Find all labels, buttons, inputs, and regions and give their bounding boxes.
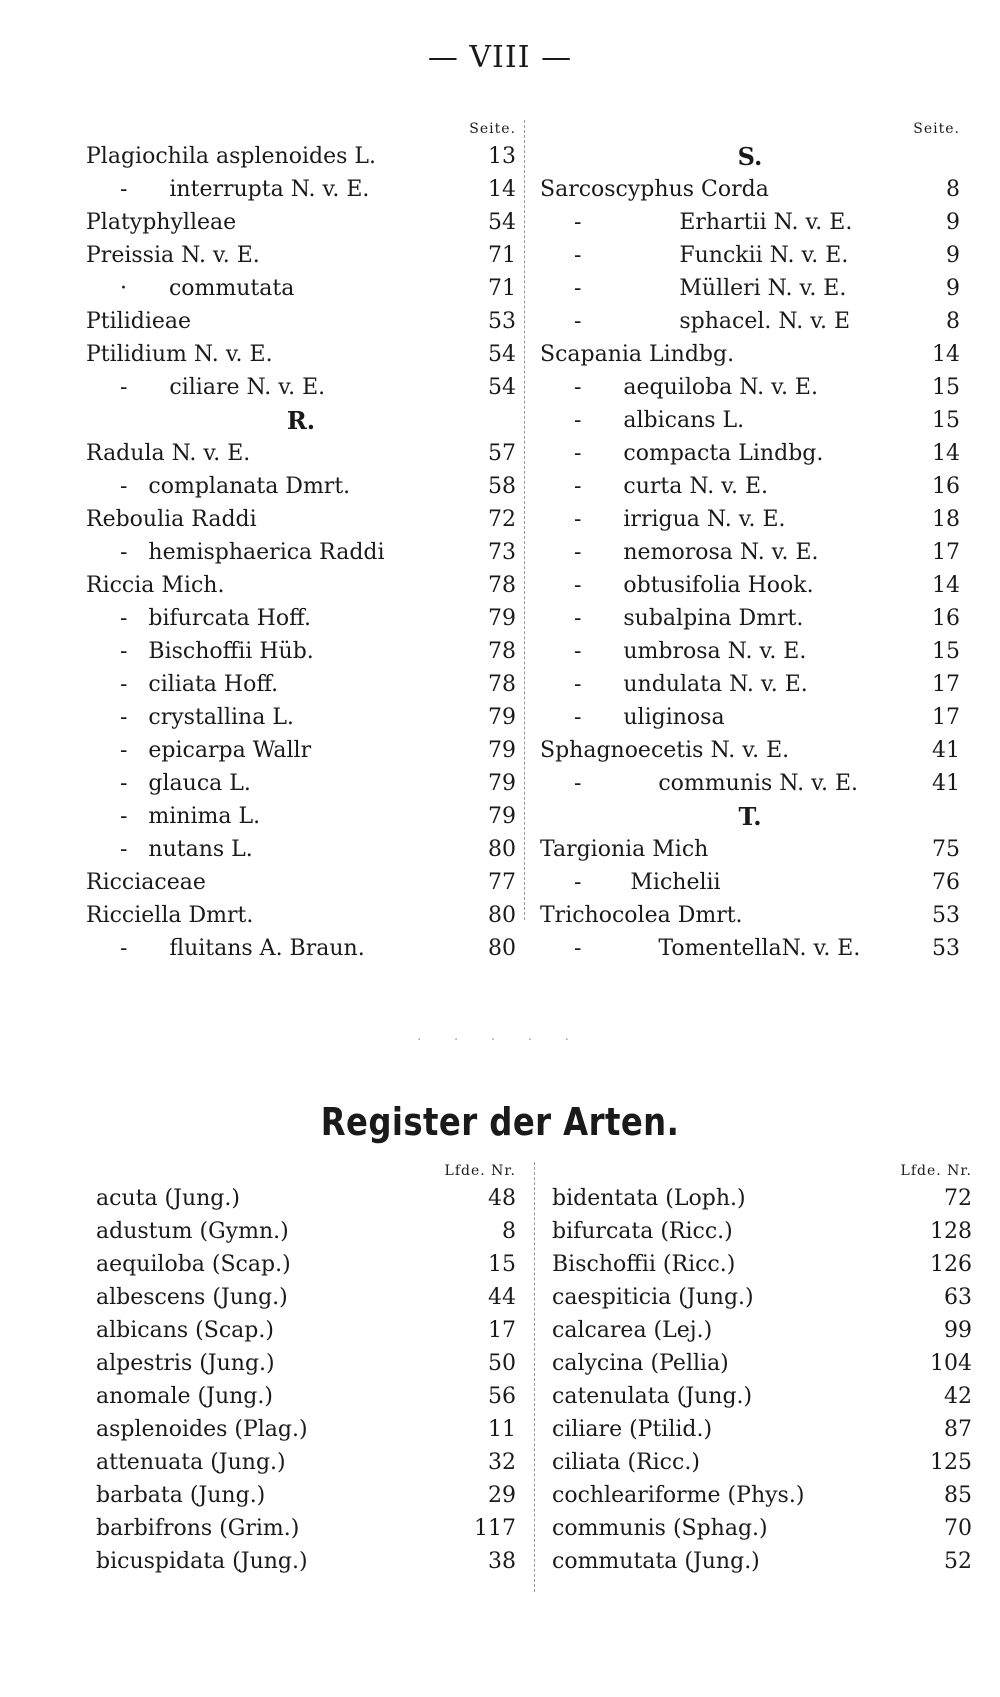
register-entry [552,1479,972,1512]
index-entry [540,305,960,338]
species-number: 63 [944,1285,972,1310]
entry-name: - curta N. v. E. [574,474,769,499]
entry-name: - aequiloba N. v. E. [574,375,818,400]
entry-name: Plagiochila asplenoides L. [86,144,376,169]
entry-name: - nemorosa N. v. E. [574,540,819,565]
entry-name: - bifurcata Hoff. [120,606,312,631]
entry-page: 79 [488,771,516,796]
species-number: 87 [944,1417,972,1442]
section-letter: R. [286,406,316,435]
entry-name: Ricciaceae [86,870,206,895]
entry-page: 9 [946,243,960,268]
index-entry [86,932,516,965]
register-title: Register der Arten. [320,1100,680,1144]
entry-name: Reboulia Raddi [86,507,257,532]
entry-name: - TomentellaN. v. E. [574,936,861,961]
column-header: Seite. [469,121,516,137]
register-entry [96,1413,516,1446]
species-name: aequiloba (Scap.) [96,1252,291,1277]
species-name: bifurcata (Ricc.) [552,1219,733,1244]
species-name: calycina (Pellia) [552,1351,729,1376]
entry-name: - umbrosa N. v. E. [574,639,807,664]
register-entry [96,1479,516,1512]
index-entry [86,866,516,899]
entry-page: 79 [488,804,516,829]
register-entry [552,1545,972,1578]
species-number: 38 [488,1549,516,1574]
entry-page: 15 [932,375,960,400]
species-name: bicuspidata (Jung.) [96,1549,308,1574]
register-entry [552,1446,972,1479]
register-column-left [96,1160,516,1578]
entry-page: 53 [932,936,960,961]
register-entry [96,1281,516,1314]
index-entry [86,899,516,932]
entry-name: - nutans L. [120,837,253,862]
entry-name: · commutata [120,276,295,301]
index-entry [540,371,960,404]
entry-name: Preissia N. v. E. [86,243,260,268]
species-number: 99 [944,1318,972,1343]
species-number: 11 [488,1417,516,1442]
index-entry [540,437,960,470]
entry-page: 41 [932,771,960,796]
species-name: ciliata (Ricc.) [552,1450,700,1475]
entry-name: - ciliata Hoff. [120,672,279,697]
entry-name: - minima L. [120,804,261,829]
index-entry [540,338,960,371]
species-number: 85 [944,1483,972,1508]
species-name: barbifrons (Grim.) [96,1516,300,1541]
entry-name: - complanata Dmrt. [120,474,351,499]
register-column-right [552,1160,972,1578]
entry-name: Sarcoscyphus Corda [540,177,769,202]
species-name: calcarea (Lej.) [552,1318,713,1343]
entry-page: 76 [932,870,960,895]
entry-name: - subalpina Dmrt. [574,606,804,631]
species-name: attenuata (Jung.) [96,1450,286,1475]
entry-page: 80 [488,837,516,862]
index-entry [540,404,960,437]
species-number: 15 [488,1252,516,1277]
register-entry [96,1314,516,1347]
column-header: Lfde. Nr. [444,1163,516,1179]
index-entry [86,833,516,866]
index-entry [86,701,516,734]
species-number: 17 [488,1318,516,1343]
species-number: 50 [488,1351,516,1376]
entry-name: Riccia Mich. [86,573,225,598]
index-entry [540,899,960,932]
index-column-left [86,118,516,965]
index-entry [86,767,516,800]
species-name: anomale (Jung.) [96,1384,273,1409]
entry-name: - hemisphaerica Raddi [120,540,385,565]
column-divider [534,1162,536,1592]
page-number: — VIII — [427,40,573,75]
species-number: 128 [930,1219,972,1244]
entry-page: 78 [488,573,516,598]
entry-page: 13 [488,144,516,169]
index-entry [86,536,516,569]
species-number: 125 [930,1450,972,1475]
entry-name: Ricciella Dmrt. [86,903,254,928]
section-letter: T. [738,802,762,831]
section-letter: S. [737,142,763,171]
entry-page: 79 [488,606,516,631]
entry-page: 9 [946,210,960,235]
species-number: 44 [488,1285,516,1310]
index-entry [540,470,960,503]
index-entry [86,173,516,206]
entry-page: 72 [488,507,516,532]
entry-name: - albicans L. [574,408,745,433]
entry-page: 73 [488,540,516,565]
entry-page: 14 [488,177,516,202]
entry-page: 9 [946,276,960,301]
entry-page: 41 [932,738,960,763]
index-entry [86,503,516,536]
entry-page: 18 [932,507,960,532]
entry-name: - fluitans A. Braun. [120,936,365,961]
index-entry [86,734,516,767]
index-entry [540,866,960,899]
entry-name: - ciliare N. v. E. [120,375,326,400]
entry-name: - Bischoffii Hüb. [120,639,314,664]
species-name: commutata (Jung.) [552,1549,760,1574]
entry-page: 58 [488,474,516,499]
entry-name: - crystallina L. [120,705,294,730]
entry-page: 15 [932,639,960,664]
entry-page: 80 [488,903,516,928]
register-entry [96,1347,516,1380]
index-entry [540,536,960,569]
species-name: albicans (Scap.) [96,1318,274,1343]
entry-page: 17 [932,672,960,697]
register-entry [552,1380,972,1413]
index-entry [86,569,516,602]
entry-name: - uliginosa [574,705,725,730]
entry-page: 14 [932,441,960,466]
entry-name: - communis N. v. E. [574,771,858,796]
species-number: 42 [944,1384,972,1409]
entry-name: - obtusifolia Hook. [574,573,814,598]
species-name: catenulata (Jung.) [552,1384,753,1409]
species-name: barbata (Jung.) [96,1483,266,1508]
index-entry [86,635,516,668]
species-number: 126 [930,1252,972,1277]
index-entry [86,602,516,635]
entry-page: 17 [932,705,960,730]
index-entry [540,932,960,965]
index-entry [540,272,960,305]
species-number: 32 [488,1450,516,1475]
register-entry [96,1182,516,1215]
species-name: asplenoides (Plag.) [96,1417,308,1442]
entry-page: 8 [946,309,960,334]
index-entry [86,800,516,833]
index-entry [540,767,960,800]
index-entry [540,173,960,206]
entry-name: - Michelii [574,870,721,895]
register-entry [552,1512,972,1545]
species-name: adustum (Gymn.) [96,1219,289,1244]
entry-page: 8 [946,177,960,202]
index-entry [540,239,960,272]
species-number: 8 [502,1219,516,1244]
entry-name: - epicarpa Wallr [120,738,312,763]
index-entry [540,569,960,602]
entry-name: Trichocolea Dmrt. [540,903,743,928]
species-name: acuta (Jung.) [96,1186,240,1211]
entry-page: 77 [488,870,516,895]
index-entry [540,206,960,239]
index-entry [86,371,516,404]
species-number: 104 [930,1351,972,1376]
entry-name: Ptilidieae [86,309,192,334]
index-entry [86,305,516,338]
entry-page: 16 [932,606,960,631]
register-entry [552,1248,972,1281]
entry-page: 78 [488,639,516,664]
entry-name: Radula N. v. E. [86,441,251,466]
entry-page: 79 [488,705,516,730]
index-entry [86,338,516,371]
entry-page: 57 [488,441,516,466]
register-entry [96,1248,516,1281]
register-entry [552,1314,972,1347]
species-name: Bischoffii (Ricc.) [552,1252,736,1277]
species-number: 72 [944,1186,972,1211]
species-name: communis (Sphag.) [552,1516,768,1541]
species-number: 70 [944,1516,972,1541]
register-entry [96,1215,516,1248]
entry-page: 78 [488,672,516,697]
register-entry [96,1545,516,1578]
species-name: ciliare (Ptilid.) [552,1417,713,1442]
index-entry [540,503,960,536]
entry-page: 14 [932,573,960,598]
index-entry [540,602,960,635]
register-entry [552,1347,972,1380]
index-entry [540,701,960,734]
entry-name: Ptilidium N. v. E. [86,342,273,367]
entry-page: 54 [488,210,516,235]
register-entry [552,1281,972,1314]
index-entry [540,734,960,767]
entry-name: Platyphylleae [86,210,237,235]
species-number: 29 [488,1483,516,1508]
entry-page: 14 [932,342,960,367]
species-name: caespiticia (Jung.) [552,1285,754,1310]
entry-page: 15 [932,408,960,433]
register-entry [552,1215,972,1248]
entry-page: 71 [488,276,516,301]
index-entry [540,668,960,701]
entry-page: 53 [488,309,516,334]
entry-name: Scapania Lindbg. [540,342,735,367]
entry-name: - interrupta N. v. E. [120,177,370,202]
index-entry [86,437,516,470]
index-entry [86,470,516,503]
entry-name: - glauca L. [120,771,251,796]
entry-name: - undulata N. v. E. [574,672,808,697]
register-entry [552,1182,972,1215]
entry-name: - Mülleri N. v. E. [574,276,847,301]
species-name: alpestris (Jung.) [96,1351,275,1376]
species-name: albescens (Jung.) [96,1285,288,1310]
column-header: Lfde. Nr. [900,1163,972,1179]
species-number: 52 [944,1549,972,1574]
section-separator: · · · · · [416,1032,584,1048]
column-header: Seite. [913,121,960,137]
entry-name: - compacta Lindbg. [574,441,824,466]
entry-name: Sphagnoecetis N. v. E. [540,738,790,763]
index-entry [86,140,516,173]
species-number: 48 [488,1186,516,1211]
register-entry [96,1446,516,1479]
index-entry [540,635,960,668]
entry-page: 79 [488,738,516,763]
entry-page: 17 [932,540,960,565]
register-entry [552,1413,972,1446]
entry-page: 71 [488,243,516,268]
entry-page: 53 [932,903,960,928]
index-entry [86,206,516,239]
species-name: cochleariforme (Phys.) [552,1483,805,1508]
entry-name: Targionia Mich [540,837,709,862]
column-divider [524,120,526,920]
entry-name: - Funckii N. v. E. [574,243,849,268]
index-entry [86,668,516,701]
species-name: bidentata (Loph.) [552,1186,746,1211]
entry-page: 80 [488,936,516,961]
entry-page: 54 [488,375,516,400]
entry-page: 16 [932,474,960,499]
index-entry [540,833,960,866]
entry-page: 75 [932,837,960,862]
index-column-right [540,118,960,965]
entry-name: - irrigua N. v. E. [574,507,786,532]
index-entry [86,239,516,272]
species-number: 117 [474,1516,516,1541]
register-entry [96,1380,516,1413]
register-entry [96,1512,516,1545]
index-entry [86,272,516,305]
entry-name: - Erhartii N. v. E. [574,210,853,235]
species-number: 56 [488,1384,516,1409]
entry-name: - sphacel. N. v. E [574,309,851,334]
entry-page: 54 [488,342,516,367]
